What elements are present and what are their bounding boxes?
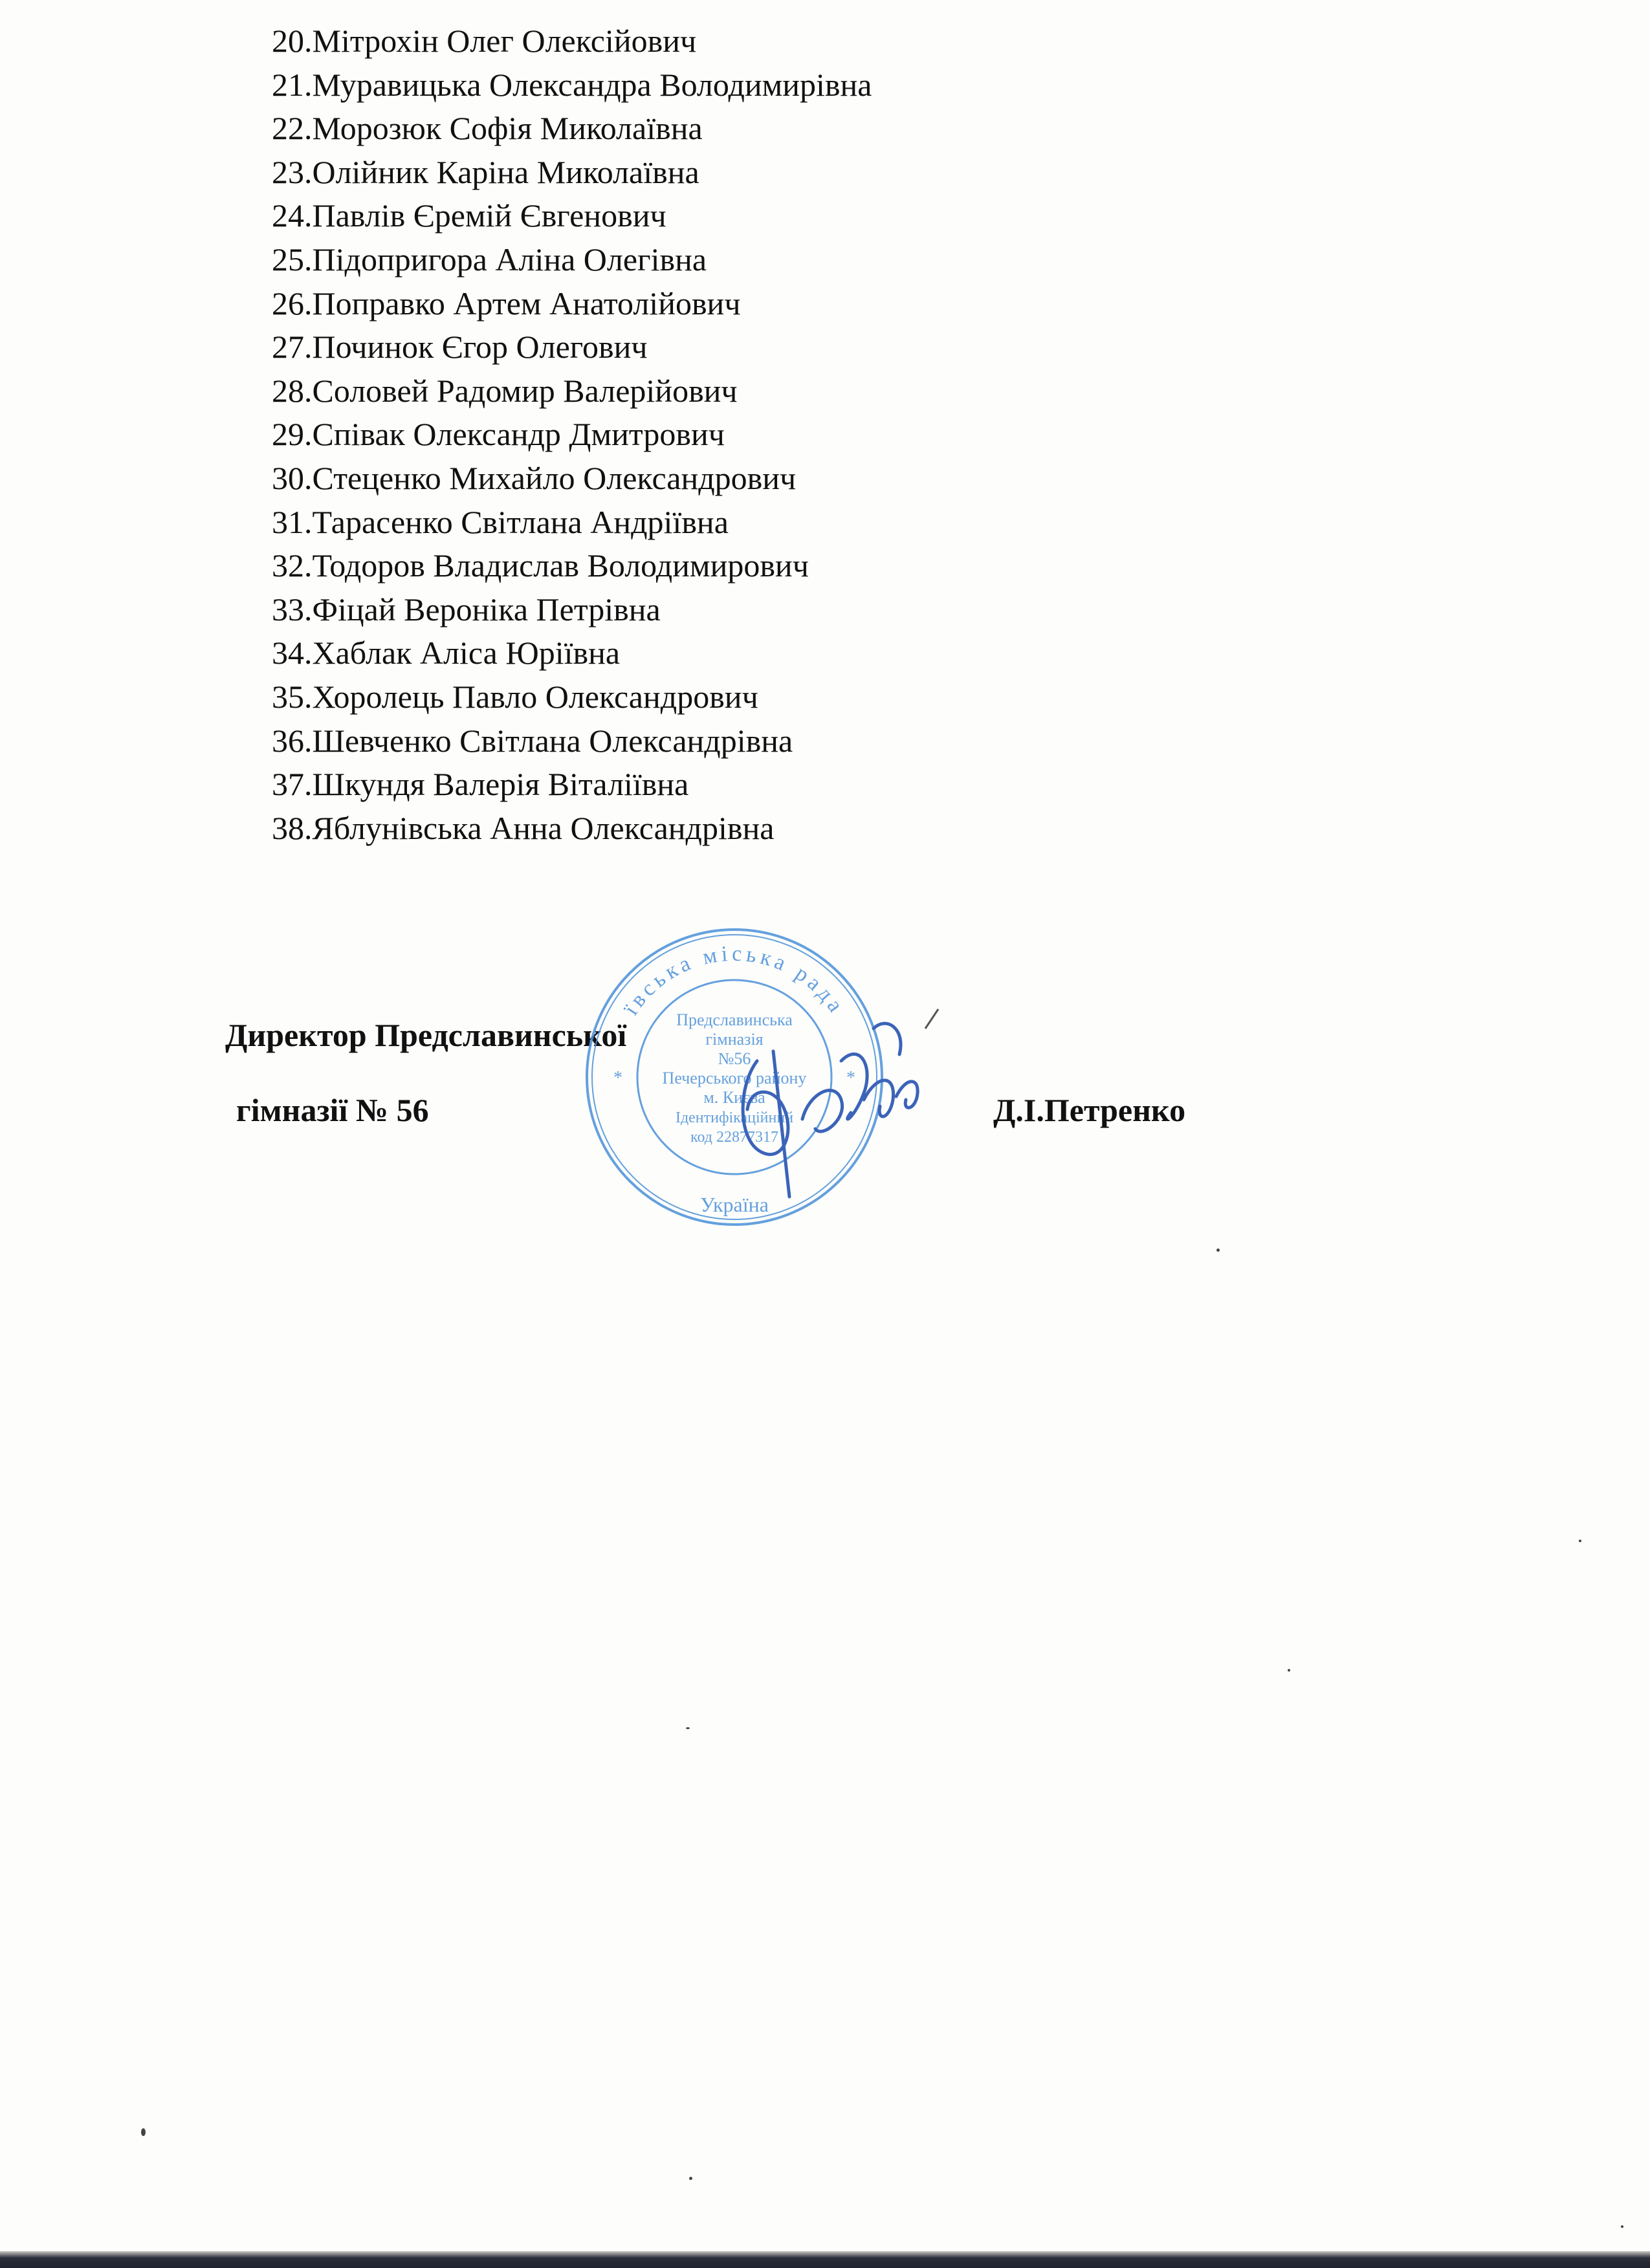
- scan-bottom-edge: [0, 2251, 1650, 2268]
- stamp-center-line: Ідентифікаційний: [675, 1109, 794, 1126]
- student-list-item: 30.Стеценко Михайло Олександрович: [272, 459, 797, 496]
- student-list-item: 29.Співак Олександр Дмитрович: [272, 416, 725, 453]
- scan-speck: [1288, 1669, 1290, 1672]
- stamp-center-line: м. Києва: [703, 1088, 765, 1107]
- scan-speck: [686, 1727, 690, 1729]
- stamp-center-line: гімназія: [705, 1030, 764, 1049]
- student-list-item: 26.Поправко Артем Анатолійович: [272, 285, 741, 322]
- student-list-item: 38.Яблунівська Анна Олександрівна: [272, 809, 775, 846]
- student-list-item: 37.Шкундя Валерія Віталіївна: [272, 766, 689, 803]
- stamp-center-line: Печерського району: [662, 1069, 807, 1087]
- student-list-item: 32.Тодоров Владислав Володимирович: [272, 547, 809, 584]
- scan-speck: [1216, 1248, 1220, 1252]
- scan-speck: [1621, 2225, 1623, 2228]
- student-list-item: 28.Соловей Радомир Валерійович: [272, 372, 738, 409]
- student-list-item: 27.Починок Єгор Олегович: [272, 329, 648, 365]
- student-list-item: 22.Морозюк Софія Миколаївна: [272, 110, 703, 147]
- director-title: Директор Предславинської: [225, 1017, 627, 1053]
- student-list-item: 20.Мітрохін Олег Олексійович: [272, 23, 697, 59]
- scan-speck: [689, 2177, 692, 2180]
- stamp-center-line: №56: [718, 1049, 751, 1068]
- stamp-star-icon: *: [846, 1068, 855, 1088]
- student-list-item: 25.Підопригора Аліна Олегівна: [272, 241, 707, 278]
- stamp-center-line: Предславинська: [676, 1010, 793, 1029]
- director-signature: [712, 990, 958, 1210]
- director-name: Д.І.Петренко: [993, 1092, 1186, 1128]
- stamp-center-line: код 22877317: [690, 1129, 778, 1146]
- student-list-item: 33.Фіцай Вероніка Петрівна: [272, 591, 661, 627]
- student-list-item: 34.Хаблак Аліса Юріївна: [272, 635, 621, 671]
- student-list-item: 36.Шевченко Світлана Олександрівна: [272, 722, 793, 759]
- school-number: гімназії № 56: [236, 1092, 429, 1128]
- stamp-ring-text: ївська міська рада: [619, 941, 850, 1020]
- scan-speck: [141, 2128, 146, 2136]
- student-list-item: 24.Павлів Єремій Євгенович: [272, 197, 666, 234]
- student-list-item: 31.Тарасенко Світлана Андріївна: [272, 503, 729, 540]
- student-list-item: 23.Олійник Каріна Миколаївна: [272, 153, 699, 190]
- student-list-item: 21.Муравицька Олександра Володимирівна: [272, 66, 872, 103]
- scan-speck: [1579, 1540, 1581, 1542]
- student-list-item: 35.Хоролець Павло Олександрович: [272, 678, 758, 715]
- stamp-ring-bottom-text: Україна: [700, 1193, 769, 1216]
- stamp-star-icon: *: [613, 1068, 622, 1088]
